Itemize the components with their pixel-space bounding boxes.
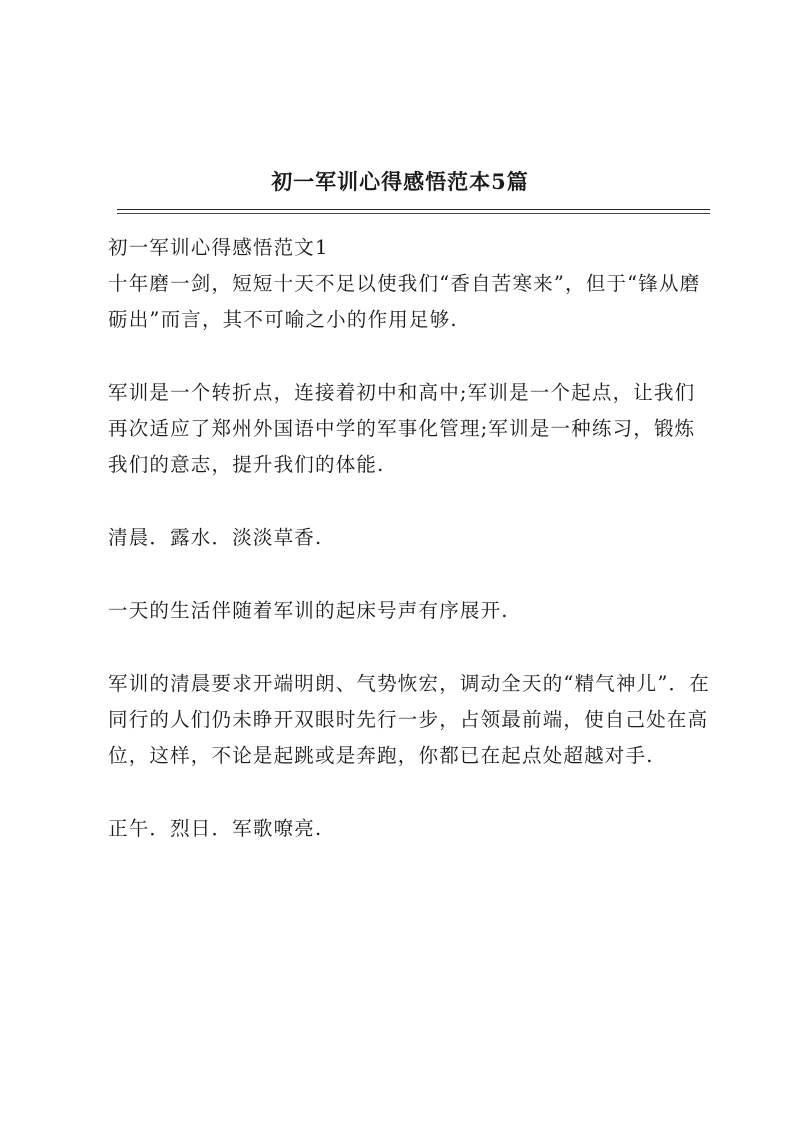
paragraph: 正午．烈日．军歌嘹亮. — [108, 817, 323, 840]
title-divider — [117, 209, 710, 210]
paragraph: 军训是一个转折点，连接着初中和高中;军训是一个起点，让我们再次适应了郑州外国语中学的军事化管理;军训是一种练习，锻炼我们的意志，提升我们的体能. — [108, 381, 696, 476]
title-divider-secondary — [117, 213, 710, 214]
section-heading: 初一军训心得感悟范文1 — [108, 236, 329, 259]
document-title: 初一军训心得感悟范本5篇 — [271, 169, 529, 194]
document-body — [108, 230, 712, 884]
paragraph: 军训的清晨要求开端明朗、气势恢宏，调动全天的“精气神儿”．在同行的人们仍未睁开双眼时先行一步，占领最前端，使自己处在高位，这样，不论是起跳或是奔跑，你都已在起点处超越对手. — [108, 672, 710, 767]
paragraph: 清晨．露水．淡淡草香. — [108, 526, 323, 549]
paragraph: 十年磨一剑，短短十天不足以使我们“香自苦寒来”，但于“锋从磨砺出”而言，其不可喻之小的作用足够. — [108, 272, 701, 331]
paragraph: 一天的生活伴随着军训的起床号声有序展开. — [108, 599, 509, 622]
